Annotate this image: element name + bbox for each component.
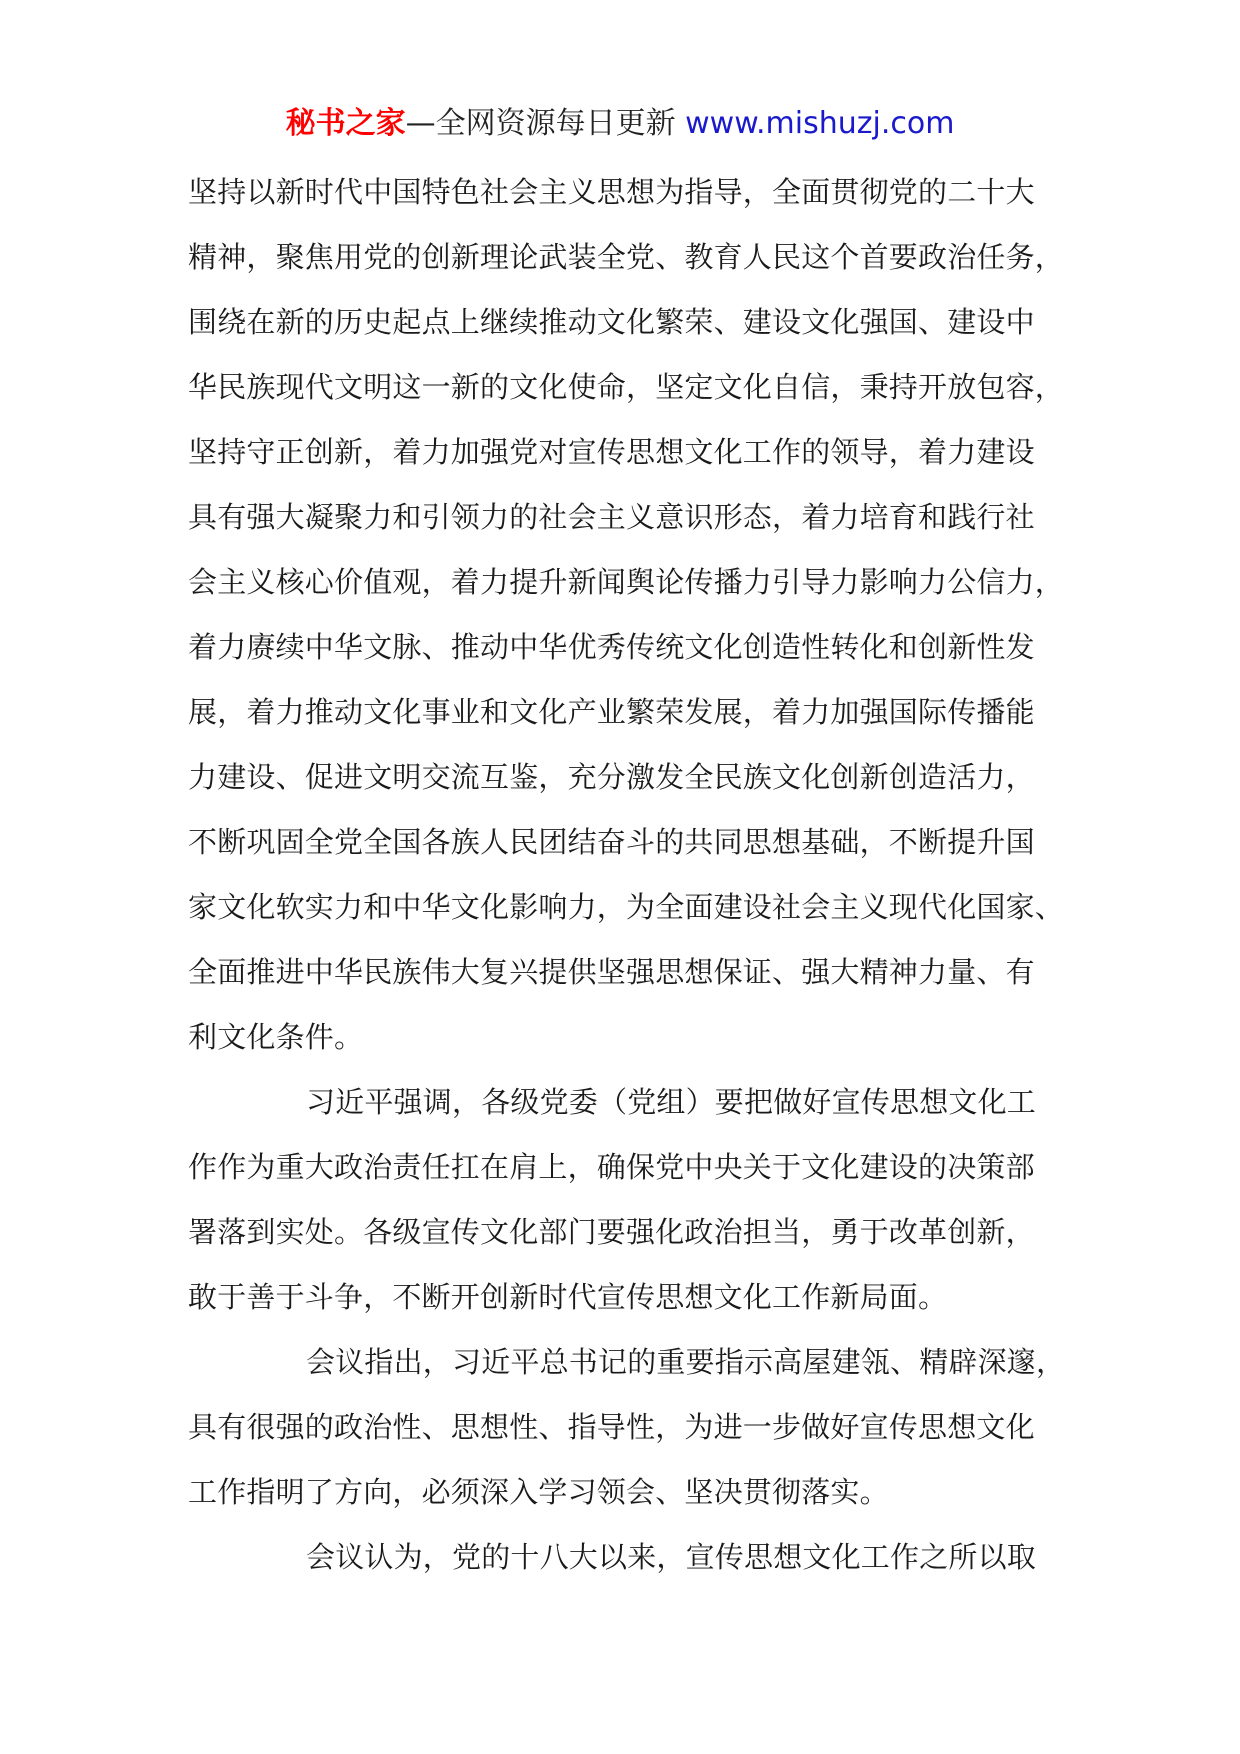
text-line: 坚持守正创新，着力加强党对宣传思想文化工作的领导，着力建设 [188, 435, 1035, 469]
text-line: 围绕在新的历史起点上继续推动文化繁荣、建设文化强国、建设中 [188, 305, 1035, 339]
text-line: 坚持以新时代中国特色社会主义思想为指导，全面贯彻党的二十大 [188, 175, 1035, 209]
text-line: 敢于善于斗争，不断开创新时代宣传思想文化工作新局面。 [188, 1280, 948, 1314]
text-line: 利文化条件。 [188, 1020, 364, 1054]
text-line: 全面推进中华民族伟大复兴提供坚强思想保证、强大精神力量、有 [188, 955, 1035, 989]
text-line: 具有强大凝聚力和引领力的社会主义意识形态，着力培育和践行社 [188, 500, 1035, 534]
text-line: 华民族现代文明这一新的文化使命，坚定文化自信，秉持开放包容， [188, 370, 1065, 404]
brand-name: 秘书之家 [285, 106, 406, 141]
text-line: 署落到实处。各级宣传文化部门要强化政治担当，勇于改革创新， [188, 1215, 1035, 1249]
paragraph-start-line: 会议指出，习近平总书记的重要指示高屋建瓴、精辟深邃， [306, 1345, 1066, 1379]
page-header [0, 102, 1240, 146]
text-line: 着力赓续中华文脉、推动中华优秀传统文化创造性转化和创新性发 [188, 630, 1035, 664]
text-line: 力建设、促进文明交流互鉴，充分激发全民族文化创新创造活力， [188, 760, 1035, 794]
text-line: 工作指明了方向，必须深入学习领会、坚决贯彻落实。 [188, 1475, 889, 1509]
text-line: 作作为重大政治责任扛在肩上，确保党中央关于文化建设的决策部 [188, 1150, 1035, 1184]
document-body [188, 160, 1068, 1590]
text-line: 精神，聚焦用党的创新理论武装全党、教育人民这个首要政治任务， [188, 240, 1065, 274]
text-line: 展，着力推动文化事业和文化产业繁荣发展，着力加强国际传播能 [188, 695, 1035, 729]
header-slogan: —全网资源每日更新 [405, 106, 686, 141]
website-link[interactable]: www.mishuzj.com [685, 106, 955, 141]
paragraph-start-line: 习近平强调，各级党委（党组）要把做好宣传思想文化工 [306, 1085, 1037, 1119]
text-line: 具有很强的政治性、思想性、指导性，为进一步做好宣传思想文化 [188, 1410, 1035, 1444]
paragraph-start-line: 会议认为，党的十八大以来，宣传思想文化工作之所以取 [306, 1540, 1037, 1574]
text-line: 会主义核心价值观，着力提升新闻舆论传播力引导力影响力公信力， [188, 565, 1065, 599]
text-line: 不断巩固全党全国各族人民团结奋斗的共同思想基础，不断提升国 [188, 825, 1035, 859]
text-line: 家文化软实力和中华文化影响力，为全面建设社会主义现代化国家、 [188, 890, 1065, 924]
